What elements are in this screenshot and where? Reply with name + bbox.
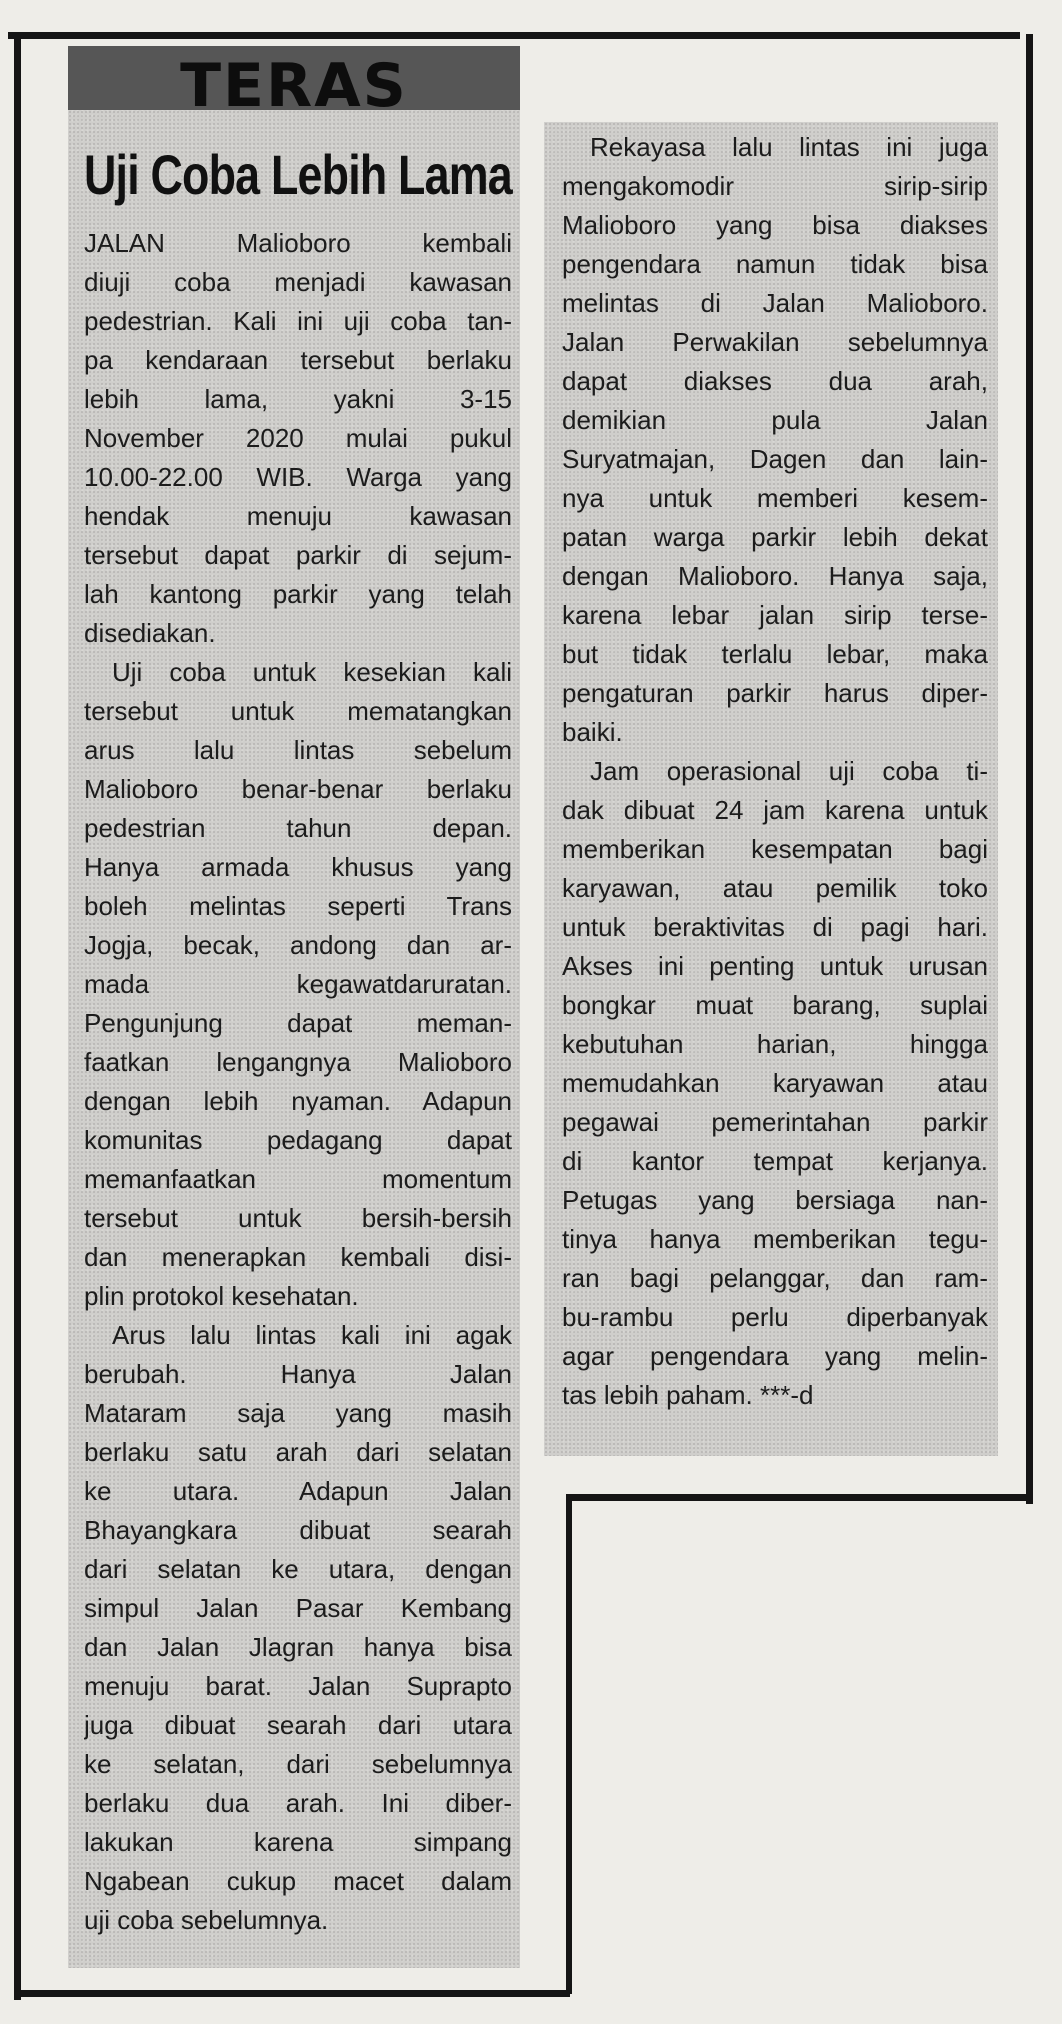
text-line: berubah. Hanya Jalan: [84, 1359, 512, 1389]
article-headline: Uji Coba Lebih Lama: [84, 143, 512, 206]
text-line: faatkan lengangnya Malioboro: [84, 1047, 512, 1077]
text-line: arus lalu lintas sebelum: [84, 735, 512, 765]
text-line: berlaku satu arah dari selatan: [84, 1437, 512, 1467]
text-line: juga dibuat searah dari utara: [84, 1710, 512, 1740]
text-line: dengan Malioboro. Hanya saja,: [562, 561, 988, 591]
text-line: Bhayangkara dibuat searah: [84, 1515, 512, 1545]
text-line: November 2020 mulai pukul: [84, 423, 512, 453]
text-line: memberikan kesempatan bagi: [562, 834, 988, 864]
text-line: tersebut untuk bersih-bersih: [84, 1203, 512, 1233]
text-line: agar pengendara yang melin-: [562, 1341, 988, 1371]
text-line: simpul Jalan Pasar Kembang: [84, 1593, 512, 1623]
text-line: dak dibuat 24 jam karena untuk: [562, 795, 988, 825]
text-line: Hanya armada khusus yang: [84, 852, 512, 882]
text-line: ke utara. Adapun Jalan: [84, 1476, 512, 1506]
text-line: 10.00-22.00 WIB. Warga yang: [84, 462, 512, 492]
text-line: mada kegawatdaruratan.: [84, 969, 512, 999]
text-line: memanfaatkan momentum: [84, 1164, 512, 1194]
text-line: hendak menuju kawasan: [84, 501, 512, 531]
text-line: karyawan, atau pemilik toko: [562, 873, 988, 903]
text-line: pengaturan parkir harus diper-: [562, 678, 988, 708]
text-line: komunitas pedagang dapat: [84, 1125, 512, 1155]
text-line: Malioboro benar-benar berlaku: [84, 774, 512, 804]
text-line: plin protokol kesehatan.: [84, 1281, 359, 1311]
rubric-banner: [68, 46, 520, 110]
frame-left-line: [14, 36, 21, 2000]
article-left-column: [68, 46, 520, 1968]
text-line: karena lebar jalan sirip terse-: [562, 600, 988, 630]
text-line: pa kendaraan tersebut berlaku: [84, 345, 512, 375]
frame-bottom-line: [14, 1990, 570, 1997]
text-line: Jogja, becak, andong dan ar-: [84, 930, 512, 960]
text-line: Uji coba untuk kesekian kali: [112, 657, 512, 687]
text-line: demikian pula Jalan: [562, 405, 988, 435]
text-line: Arus lalu lintas kali ini agak: [112, 1320, 512, 1350]
text-line: menuju barat. Jalan Suprapto: [84, 1671, 512, 1701]
article-right-column: [544, 122, 998, 1456]
text-line: Mataram saja yang masih: [84, 1398, 512, 1428]
text-line: dari selatan ke utara, dengan: [84, 1554, 512, 1584]
text-line: Pengunjung dapat meman-: [84, 1008, 512, 1038]
text-line: Suryatmajan, Dagen dan lain-: [562, 444, 988, 474]
text-line: Akses ini penting untuk urusan: [562, 951, 988, 981]
text-line: disediakan.: [84, 618, 216, 648]
frame-right-line: [1026, 34, 1033, 1504]
text-line: berlaku dua arah. Ini diber-: [84, 1788, 512, 1818]
text-line: patan warga parkir lebih dekat: [562, 522, 988, 552]
text-line: dapat diakses dua arah,: [562, 366, 988, 396]
text-line: dengan lebih nyaman. Adapun: [84, 1086, 512, 1116]
text-line: tersebut dapat parkir di sejum-: [84, 540, 512, 570]
text-line: bu-rambu perlu diperbanyak: [562, 1302, 988, 1332]
text-line: nya untuk memberi kesem-: [562, 483, 988, 513]
text-line: tas lebih paham. ***-d: [562, 1380, 814, 1410]
text-line: dan menerapkan kembali disi-: [84, 1242, 512, 1272]
text-line: Jam operasional uji coba ti-: [590, 756, 988, 786]
text-line: uji coba sebelumnya.: [84, 1905, 329, 1935]
text-line: tersebut untuk mematangkan: [84, 696, 512, 726]
rubric-label: TERAS: [180, 51, 408, 110]
text-line: pedestrian. Kali ini uji coba tan-: [84, 306, 512, 336]
text-line: bongkar muat barang, suplai: [562, 990, 988, 1020]
text-line: Malioboro yang bisa diakses: [562, 210, 988, 240]
text-line: but tidak terlalu lebar, maka: [562, 639, 988, 669]
text-line: lah kantong parkir yang telah: [84, 579, 512, 609]
text-line: mengakomodir sirip-sirip: [562, 171, 988, 201]
text-line: pengendara namun tidak bisa: [562, 249, 988, 279]
text-line: JALAN Malioboro kembali: [84, 228, 512, 258]
text-line: boleh melintas seperti Trans: [84, 891, 512, 921]
left-column-body: [84, 224, 512, 1940]
text-line: melintas di Jalan Malioboro.: [562, 288, 988, 318]
text-line: ran bagi pelanggar, dan ram-: [562, 1263, 988, 1293]
text-line: pedestrian tahun depan.: [84, 813, 512, 843]
text-line: ke selatan, dari sebelumnya: [84, 1749, 512, 1779]
text-line: Petugas yang bersiaga nan-: [562, 1185, 988, 1215]
text-line: dan Jalan Jlagran hanya bisa: [84, 1632, 512, 1662]
text-line: tinya hanya memberikan tegu-: [562, 1224, 988, 1254]
right-column-body: [562, 128, 988, 1415]
frame-top-line: [8, 32, 1020, 39]
frame-step-vertical-line: [566, 1494, 572, 1994]
text-line: di kantor tempat kerjanya.: [562, 1146, 988, 1176]
text-line: lebih lama, yakni 3-15: [84, 384, 512, 414]
frame-step-horizontal-line: [566, 1494, 1032, 1501]
text-line: memudahkan karyawan atau: [562, 1068, 988, 1098]
text-line: diuji coba menjadi kawasan: [84, 267, 512, 297]
text-line: pegawai pemerintahan parkir: [562, 1107, 988, 1137]
text-line: kebutuhan harian, hingga: [562, 1029, 988, 1059]
text-line: Jalan Perwakilan sebelumnya: [562, 327, 988, 357]
text-line: Ngabean cukup macet dalam: [84, 1866, 512, 1896]
text-line: untuk beraktivitas di pagi hari.: [562, 912, 988, 942]
text-line: lakukan karena simpang: [84, 1827, 512, 1857]
text-line: baiki.: [562, 717, 623, 747]
text-line: Rekayasa lalu lintas ini juga: [590, 132, 988, 162]
